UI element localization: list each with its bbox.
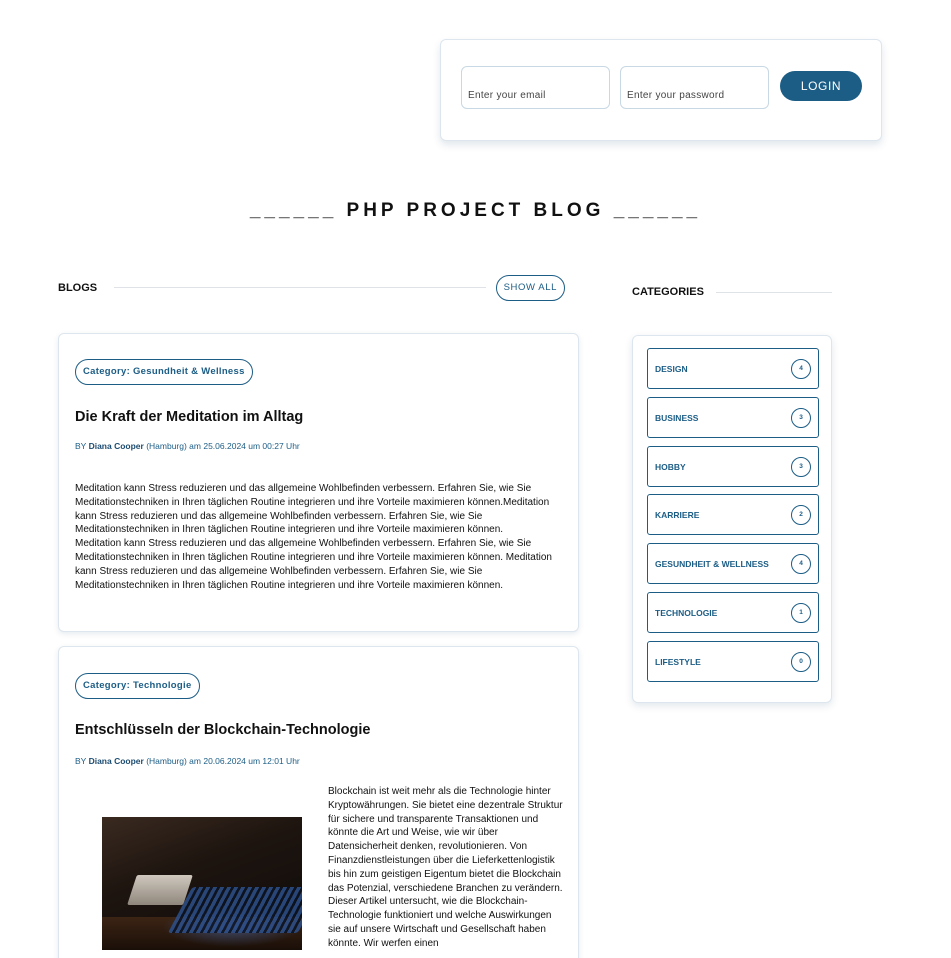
- keyboard-shape: [168, 887, 302, 933]
- category-item-hobby[interactable]: [647, 446, 819, 487]
- categories-section-header: [632, 285, 832, 299]
- category-count-badge: 0: [791, 652, 811, 672]
- category-name: DESIGN: [655, 363, 688, 374]
- category-item-gesundheit-wellness[interactable]: [647, 543, 819, 584]
- post-meta-details: (Hamburg) am 25.06.2024 um 00:27 Uhr: [146, 441, 300, 451]
- post-meta: [75, 756, 300, 766]
- login-form: [440, 39, 882, 141]
- category-name: TECHNOLOGIE: [655, 607, 718, 618]
- category-name: BUSINESS: [655, 412, 699, 423]
- categories-heading: CATEGORIES: [632, 286, 704, 298]
- blog-post-card: [58, 646, 579, 958]
- category-name: GESUNDHEIT & WELLNESS: [655, 558, 769, 569]
- blog-post-card: [58, 333, 579, 632]
- post-meta-by: BY: [75, 756, 87, 766]
- category-count-badge: 3: [791, 408, 811, 428]
- category-item-design[interactable]: [647, 348, 819, 389]
- category-name: LIFESTYLE: [655, 656, 701, 667]
- login-button[interactable]: LOGIN: [780, 71, 862, 101]
- category-item-business[interactable]: [647, 397, 819, 438]
- category-item-technologie[interactable]: [647, 592, 819, 633]
- post-paragraph: Meditation kann Stress reduzieren und das allgemeine Wohlbefinden verbessern. Erfahren Sie, wie Sie Meditationstechniken in Ihren täglichen Routine integrieren und ihre Vorteile maximieren können.Meditation kann Stress reduzieren und das allgemeine Wohlbefinden verbessern. Erfahren Sie, wie Sie Meditationstechniken in Ihren täglichen Routine integrieren und ihre Vorteile maximieren können.: [75, 483, 550, 536]
- category-count-badge: 1: [791, 603, 811, 623]
- site-title: ______ PHP PROJECT BLOG ______: [249, 200, 702, 221]
- post-author[interactable]: Diana Cooper: [88, 756, 144, 766]
- post-excerpt: [328, 785, 564, 951]
- laptop-shape: [127, 875, 193, 905]
- post-paragraph: Meditation kann Stress reduzieren und das allgemeine Wohlbefinden verbessern. Erfahren Sie, wie Sie Meditationstechniken in Ihren täglichen Routine integrieren und ihre Vorteile maximieren können. Meditation kann Stress reduzieren und das allgemeine Wohlbefinden verbessern. Erfahren Sie, wie Sie Meditationstechniken in Ihren täglichen Routine integrieren und ihre Vorteile maximieren können.: [75, 538, 552, 591]
- post-meta-by: BY: [75, 441, 87, 451]
- post-excerpt: [75, 482, 563, 592]
- divider: [716, 292, 832, 293]
- category-name: HOBBY: [655, 461, 686, 472]
- post-paragraph: Blockchain ist weit mehr als die Technologie hinter Kryptowährungen. Sie bietet eine dezentrale Struktur für sichere und transparente Transaktionen und könnte die Art und Weise, wie wir über Datensicherheit denken, revolutionieren. Von Finanzdienstleistungen über die Lieferkettenlogistik bis hin zum geistigen Eigentum bietet die Blockchain das Potenzial, verschiedene Branchen zu verändern.: [328, 786, 563, 894]
- blogs-heading: BLOGS: [58, 281, 98, 294]
- post-category-badge[interactable]: Category: Gesundheit & Wellness: [75, 359, 253, 385]
- category-count-badge: 4: [791, 359, 811, 379]
- post-paragraph: Dieser Artikel untersucht, wie die Blockchain-Technologie funktioniert und welche Auswirkungen sie auf unsere Wirtschaft und Gesellschaft haben könnte. Wir werfen einen: [328, 896, 552, 949]
- post-meta-details: (Hamburg) am 20.06.2024 um 12:01 Uhr: [146, 756, 300, 766]
- category-item-karriere[interactable]: [647, 494, 819, 535]
- post-category-badge[interactable]: Category: Technologie: [75, 673, 200, 699]
- category-count-badge: 4: [791, 554, 811, 574]
- category-count-badge: 2: [791, 505, 811, 525]
- post-meta: [75, 441, 300, 451]
- post-author[interactable]: Diana Cooper: [88, 441, 144, 451]
- blogs-section-header: [58, 274, 565, 301]
- password-input[interactable]: [620, 66, 769, 109]
- category-count-badge: 3: [791, 457, 811, 477]
- email-input[interactable]: [461, 66, 610, 109]
- post-image[interactable]: [102, 817, 302, 950]
- post-title[interactable]: Entschlüsseln der Blockchain-Technologie: [75, 722, 371, 738]
- category-item-lifestyle[interactable]: [647, 641, 819, 682]
- show-all-button[interactable]: SHOW ALL: [496, 275, 565, 301]
- categories-panel: [632, 335, 832, 703]
- category-name: KARRIERE: [655, 509, 700, 520]
- post-title[interactable]: Die Kraft der Meditation im Alltag: [75, 409, 304, 425]
- divider: [114, 287, 486, 288]
